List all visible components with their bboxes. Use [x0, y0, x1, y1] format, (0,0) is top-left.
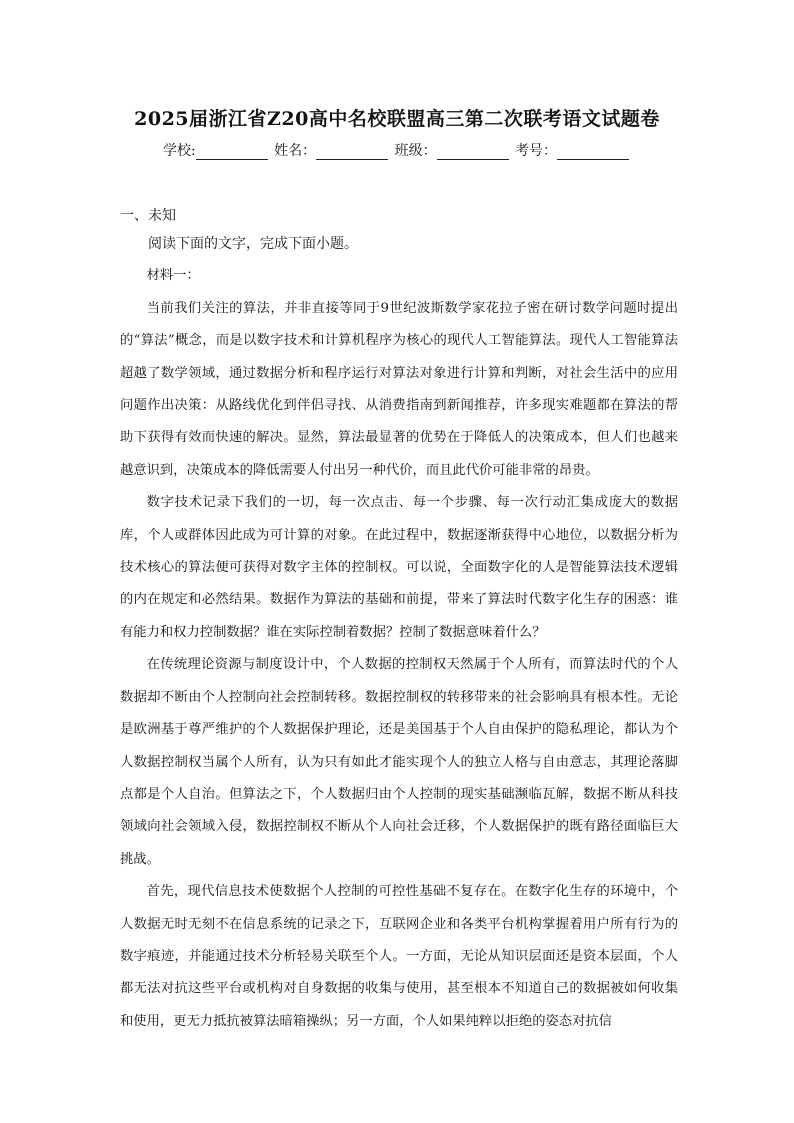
class-blank[interactable] [437, 145, 509, 160]
school-blank[interactable] [196, 145, 268, 160]
document-title: 2025届浙江省Z20高中名校联盟高三第二次联考语文试题卷 [134, 108, 660, 130]
class-label: 班级： [394, 143, 437, 159]
material-label: 材料一： [146, 268, 200, 284]
instruction-text: 阅读下面的文字，完成下面小题。 [148, 236, 358, 252]
student-info-line [0, 140, 794, 160]
name-label: 姓名： [274, 143, 317, 159]
exam-number-label: 考号： [515, 143, 558, 159]
paragraph: 首先，现代信息技术使数据个人控制的可控性基础不复存在。在数字化生存的环境中，个人数据无时无刻不在信息系统的记录之下，互联网企业和各类平台机构掌握着用户所有行为的数字痕迹，并能通过技术分析轻易关联至个人。一方面，无论从知识层面还是资本层面，个人都无法对抗这些平台或机构对自身数据的收集与使用，甚至根本不知道自己的数据被如何收集和使用，更无力抵抗被算法暗箱操纵；另一方面，个人如果纯粹以拒绝的姿态对抗信 [120, 884, 678, 1029]
name-blank[interactable] [316, 145, 388, 160]
paragraph: 在传统理论资源与制度设计中，个人数据的控制权天然属于个人所有，而算法时代的个人数据却不断由个人控制向社会控制转移。数据控制权的转移带来的社会影响具有根本性。无论是欧洲基于尊严维护的个人数据保护理论，还是美国基于个人自由保护的隐私理论，都认为个人数据控制权当属个人所有，认为只有如此才能实现个人的独立人格与自由意志，其理论落脚点都是个人自治。但算法之下，个人数据归由个人控制的现实基础濒临瓦解，数据不断从科技领域向社会领域入侵，数据控制权不断从个人向社会迁移，个人数据保护的既有路径面临巨大挑战。 [120, 657, 678, 867]
exam-number-blank[interactable] [557, 145, 629, 160]
paragraph: 当前我们关注的算法，并非直接等同于9世纪波斯数学家花拉子密在研讨数学问题时提出的“算法”概念，而是以数字技术和计算机程序为核心的现代人工智能算法。现代人工智能算法超越了数学领域，通过数据分析和程序运行对算法对象进行计算和判断，对社会生活中的应用问题作出决策：从路线优化到伴侣寻找、从消费指南到新闻推荐，许多现实难题都在算法的帮助下获得有效而快速的解决。显然，算法最显著的优势在于降低人的决策成本，但人们也越来越意识到，决策成本的降低需要人付出另一种代价，而且此代价可能非常的昂贵。 [120, 300, 678, 478]
paragraph: 数字技术记录下我们的一切，每一次点击、每一个步骤、每一次行动汇集成庞大的数据库，个人或群体因此成为可计算的对象。在此过程中，数据逐渐获得中心地位，以数据分析为技术核心的算法便可获得对数字主体的控制权。可以说，全面数字化的人是智能算法技术逻辑的内在规定和必然结果。数据作为算法的基础和前提，带来了算法时代数字化生存的困惑：谁有能力和权力控制数据？谁在实际控制着数据？控制了数据意味着什么？ [120, 495, 678, 640]
school-label: 学校: [162, 143, 196, 159]
section-heading: 一、未知 [120, 208, 176, 224]
reading-passage [120, 228, 678, 1038]
